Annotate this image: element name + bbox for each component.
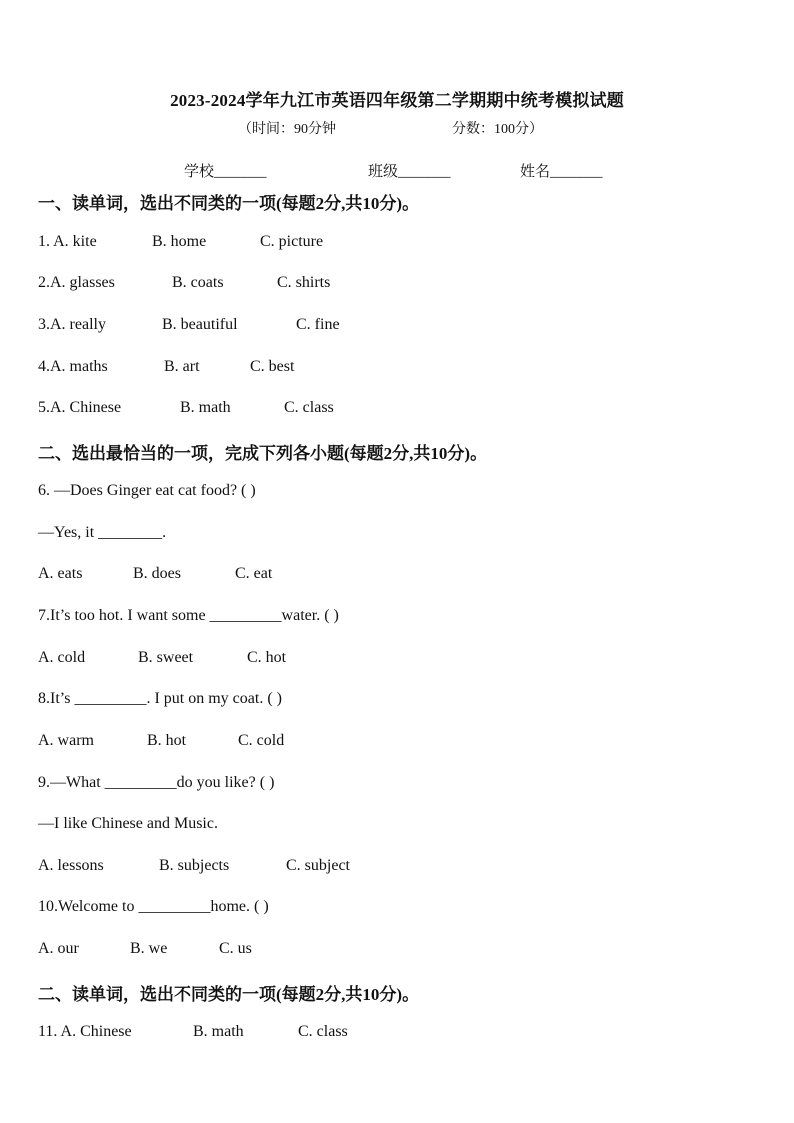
q9-option-a: A. lessons [38, 857, 104, 874]
q8-option-b: B. hot [147, 732, 187, 749]
q1-option-b: B. home [152, 233, 207, 250]
q3-option-a: 3.A. really [38, 316, 106, 333]
q5-option-a: 5.A. Chinese [38, 399, 122, 416]
q2-option-b: B. coats [172, 274, 224, 291]
question-8: 8.It’s _________. I put on my coat. ( ) [38, 690, 282, 707]
question-3 [38, 316, 340, 334]
q6-option-a: A. eats [38, 565, 83, 582]
section-heading-3: 二、读单词，选出不同类的一项(每题2分,共10分)。 [38, 985, 420, 1004]
question-8-options [38, 732, 284, 750]
q1-option-a: 1. A. kite [38, 233, 97, 250]
question-5 [38, 399, 334, 417]
question-7: 7.It’s too hot. I want some _________water. ( ) [38, 607, 339, 624]
q5-option-b: B. math [180, 399, 231, 416]
q6-option-b: B. does [133, 565, 181, 582]
q6-option-c: C. eat [235, 565, 273, 582]
q11-option-c: C. class [298, 1023, 348, 1040]
exam-title: 2023-2024学年九江市英语四年级第二学期期中统考模拟试题 [170, 91, 624, 110]
question-9-answer: —I like Chinese and Music. [38, 815, 218, 832]
question-9: 9.—What _________do you like? ( ) [38, 774, 275, 791]
question-10-options [38, 940, 252, 958]
school-field: 学校_______ [184, 164, 267, 180]
q3-option-c: C. fine [296, 316, 340, 333]
question-4 [38, 358, 294, 376]
name-field: 姓名_______ [520, 164, 603, 180]
question-7-options [38, 649, 286, 667]
q8-option-c: C. cold [238, 732, 285, 749]
q10-option-c: C. us [219, 940, 252, 957]
time-label: （时间：90分钟 [238, 122, 336, 137]
q10-option-a: A. our [38, 940, 79, 957]
question-6: 6. —Does Ginger eat cat food? ( ) [38, 482, 256, 499]
question-2 [38, 274, 330, 292]
q11-option-a: 11. A. Chinese [38, 1023, 132, 1040]
question-6-answer: —Yes, it ________. [38, 524, 167, 541]
score-label: 分数：100分） [452, 122, 543, 137]
q11-option-b: B. math [193, 1023, 244, 1040]
q9-option-b: B. subjects [159, 857, 230, 874]
q8-option-a: A. warm [38, 732, 94, 749]
section-heading-2: 二、选出最恰当的一项，完成下列各小题(每题2分,共10分)。 [38, 444, 488, 463]
question-6-options [38, 565, 272, 583]
q7-option-c: C. hot [247, 649, 287, 666]
class-field: 班级_______ [368, 164, 451, 180]
section-heading-1: 一、读单词，选出不同类的一项(每题2分,共10分)。 [38, 194, 420, 213]
q1-option-c: C. picture [260, 233, 324, 250]
q2-option-a: 2.A. glasses [38, 274, 115, 291]
question-10: 10.Welcome to _________home. ( ) [38, 898, 269, 915]
q5-option-c: C. class [284, 399, 334, 416]
question-11 [38, 1023, 348, 1041]
q7-option-a: A. cold [38, 649, 86, 666]
q9-option-c: C. subject [286, 857, 350, 874]
q7-option-b: B. sweet [138, 649, 194, 666]
question-9-options [38, 857, 350, 875]
q4-option-c: C. best [250, 358, 295, 375]
q4-option-a: 4.A. maths [38, 358, 108, 375]
q3-option-b: B. beautiful [162, 316, 238, 333]
q10-option-b: B. we [130, 940, 168, 957]
question-1 [38, 233, 323, 251]
q2-option-c: C. shirts [277, 274, 331, 291]
q4-option-b: B. art [164, 358, 200, 375]
